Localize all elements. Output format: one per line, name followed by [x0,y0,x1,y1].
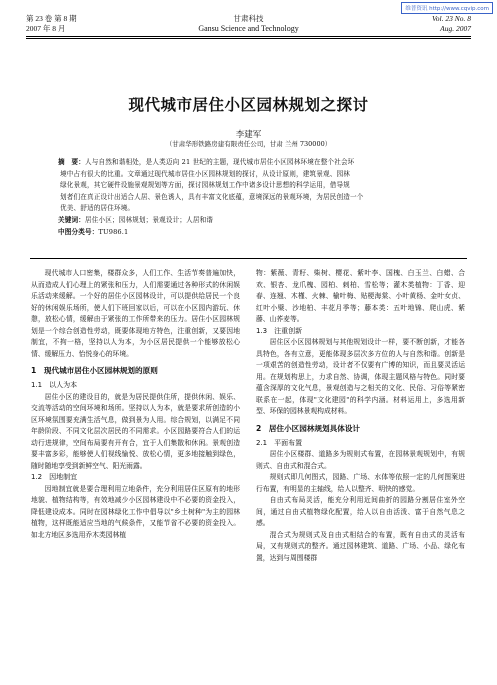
subsection-heading: 2.1 平面布置 [256,438,303,447]
right-column [256,268,465,564]
keywords-label: 关键词： [58,215,85,224]
volume-issue-en: Vol. 23 No. 8 [432,14,471,23]
left-column [31,268,240,541]
journal-name-cn: 甘肃科技 [233,14,264,23]
header-rule-thin [26,38,471,39]
clc-label: 中图分类号： [58,227,99,236]
keywords: 居住小区；园林规划；景观设计；人居和谐 [84,215,214,224]
header-rule [26,36,471,37]
subsection-heading: 1.3 注重创新 [256,326,303,335]
body-paragraph: 物：紫薇、青籽、柴树、樱花、紫叶李、国槐、白玉兰、白蜡、合欢、银杏、龙爪槐、园柏、刺柏、雪松等；灌木类植物：丁香、迎春、连翘、木槿、火棘、榆叶梅、贴梗海棠、小叶黄杨、金叶女贞、红叶小檗、沙地柏、丰花月季等；藤本类：五叶地锦、爬山虎、紫藤、山荞麦等。 [256,269,465,323]
body-paragraph: 居住小区的建设目的，就是为居民提供住所，提供休闲、娱乐、交流等活动的空间环境和场所。坚持以人为本，就是要求所创造的小区环境氛围要充满生活气息，做到景为人用。综合规划，以满足不同年龄阶段、不同文化层次居民的不同需求。小区园路要符合人们的运动行进规律，空间布局要有开有合，宜于人们集散和休闲。景观创造要丰富多彩，能够使人们视线愉悦、放松心情，更多地接触到绿色，随时随地享受到新鲜空气、阳光雨露。 [31,392,240,470]
abstract-text: 人与自然和谐相处，是人类迈向 21 世纪的主题，现代城市居住小区园林环境在整个社会环 [84,158,355,166]
abstract-rule [30,258,467,259]
body-paragraph: 混合式为规则式及自由式相结合的布置，既有自由式的灵活布局，又有规则式的整齐。通过园林建筑、道路、广场、小品、绿化布置，达到与周围楼群 [256,530,465,562]
abstract-line: 境中占有很大的比重。文章通过现代城市居住小区园林规划的探讨，从设计原则，建筑景观、园林 [60,169,350,178]
abstract-line: 优美、舒适的居住环境。 [60,204,135,213]
abstract-label: 摘 要： [58,158,85,166]
author-affiliation: （甘肃华形铁路房建有限责任公司，甘肃 兰州 730000） [165,140,332,148]
journal-name-en: Gansu Science and Technology [198,24,299,33]
journal-name [26,14,471,34]
clc-line [58,227,439,239]
body-paragraph: 规则式即几何图式，园路、广场、水体等依照一定的几何图案进行布置，有明显的主轴线，给人以整齐、明快的感觉。 [256,473,465,493]
clc-number: TU986.1 [98,227,129,236]
abstract-line [58,157,439,169]
body-paragraph: 现代城市人口密集，楼群众多，人们工作、生活节奏普遍加快，从而造成人们心理上的紧张和压力，人们需要通过各种形式的休闲娱乐活动来缓解。一个好的居住小区园林设计，可以提供给居民一个良好的休闲娱乐场所，使人们下班回家以后，可以在小区园内游玩、休憩，放松心情，缓解由于紧张的工作所带来的压力。居住小区园林规划是一个综合创造性劳动，既要体现地方特色，注重创新，又要因地制宜，不拘一格，坚持以人为本，为小区居民提供一个能够放松心情、缓解压力、怡悦身心的环境。 [31,269,240,358]
abstract-block [58,157,439,238]
watermark-stamp: 维普资讯 http://www.cqvip.com [401,2,493,14]
body-paragraph: 居住区小区园林规划与其他规划设计一样，要不断创新，才能各具特色，各有立意，更能体现多层次多方位的人与自然和谐。创新是一项艰苦的创造性劳动，设计者不仅要有广博的知识，而且要灵活运用。在规划构思上，力求自然、协调，体现主题风格与特色。同时要蕴含深厚的文化气息，景观创造与之相关的文化、民俗、习俗等紧密联系在一起，体现"文化建园"的科学内涵。材料运用上，多选用新型、环保的园林景观构成材料。 [256,338,465,415]
keywords-line [58,215,439,227]
section-heading: 1 现代城市居住小区园林规划的原则 [31,366,158,375]
section-heading: 2 居住小区园林规划具体设计 [256,423,361,433]
volume-issue: 第 23 卷 第 8 期 [26,14,77,23]
abstract-line: 划者们在真正设计出适合人居、景色诱人，具有丰富文化底蕴，意境深远的景观环境，为居民创造一个 [60,192,364,201]
subsection-heading: 1.2 因地制宜 [31,473,78,481]
author-name: 李建军 [235,130,262,140]
issue-info-en [432,14,471,34]
issue-date-en: Aug. 2007 [440,24,471,33]
body-paragraph: 居住小区楼群、道路多为规则式布置，在园林景观规划中，有规则式、自由式和混合式。 [256,450,465,470]
body-paragraph: 因地制宜就是要合理利用立地条件，充分利用居住区原有的地形地貌、植物结构等，有效地减少小区园林建设中不必要的资金投入，降低建设成本。同时在园林绿化工作中倡导以"乡土树种"为主的园林植物，这样既能适应当地的气候条件，又能节省不必要的资金投入。如北方地区多选用乔木类园林植 [31,484,240,539]
abstract-line: 绿化景观，其它硬件设施景观规划等方面，探讨园林规划工作中诸多设计思想的科学运用，借导规 [60,181,350,190]
body-paragraph: 自由式布局灵活，能充分利用近间曲折的园路分割居住室外空间，通过自由式植物绿化配置，给人以自由活泼、富于自然气息之感。 [256,496,465,527]
subsection-heading: 1.1 以人为本 [31,381,78,389]
paper-title: 现代城市居住小区园林规划之探讨 [128,96,369,114]
issue-date: 2007 年 8 月 [26,24,66,33]
